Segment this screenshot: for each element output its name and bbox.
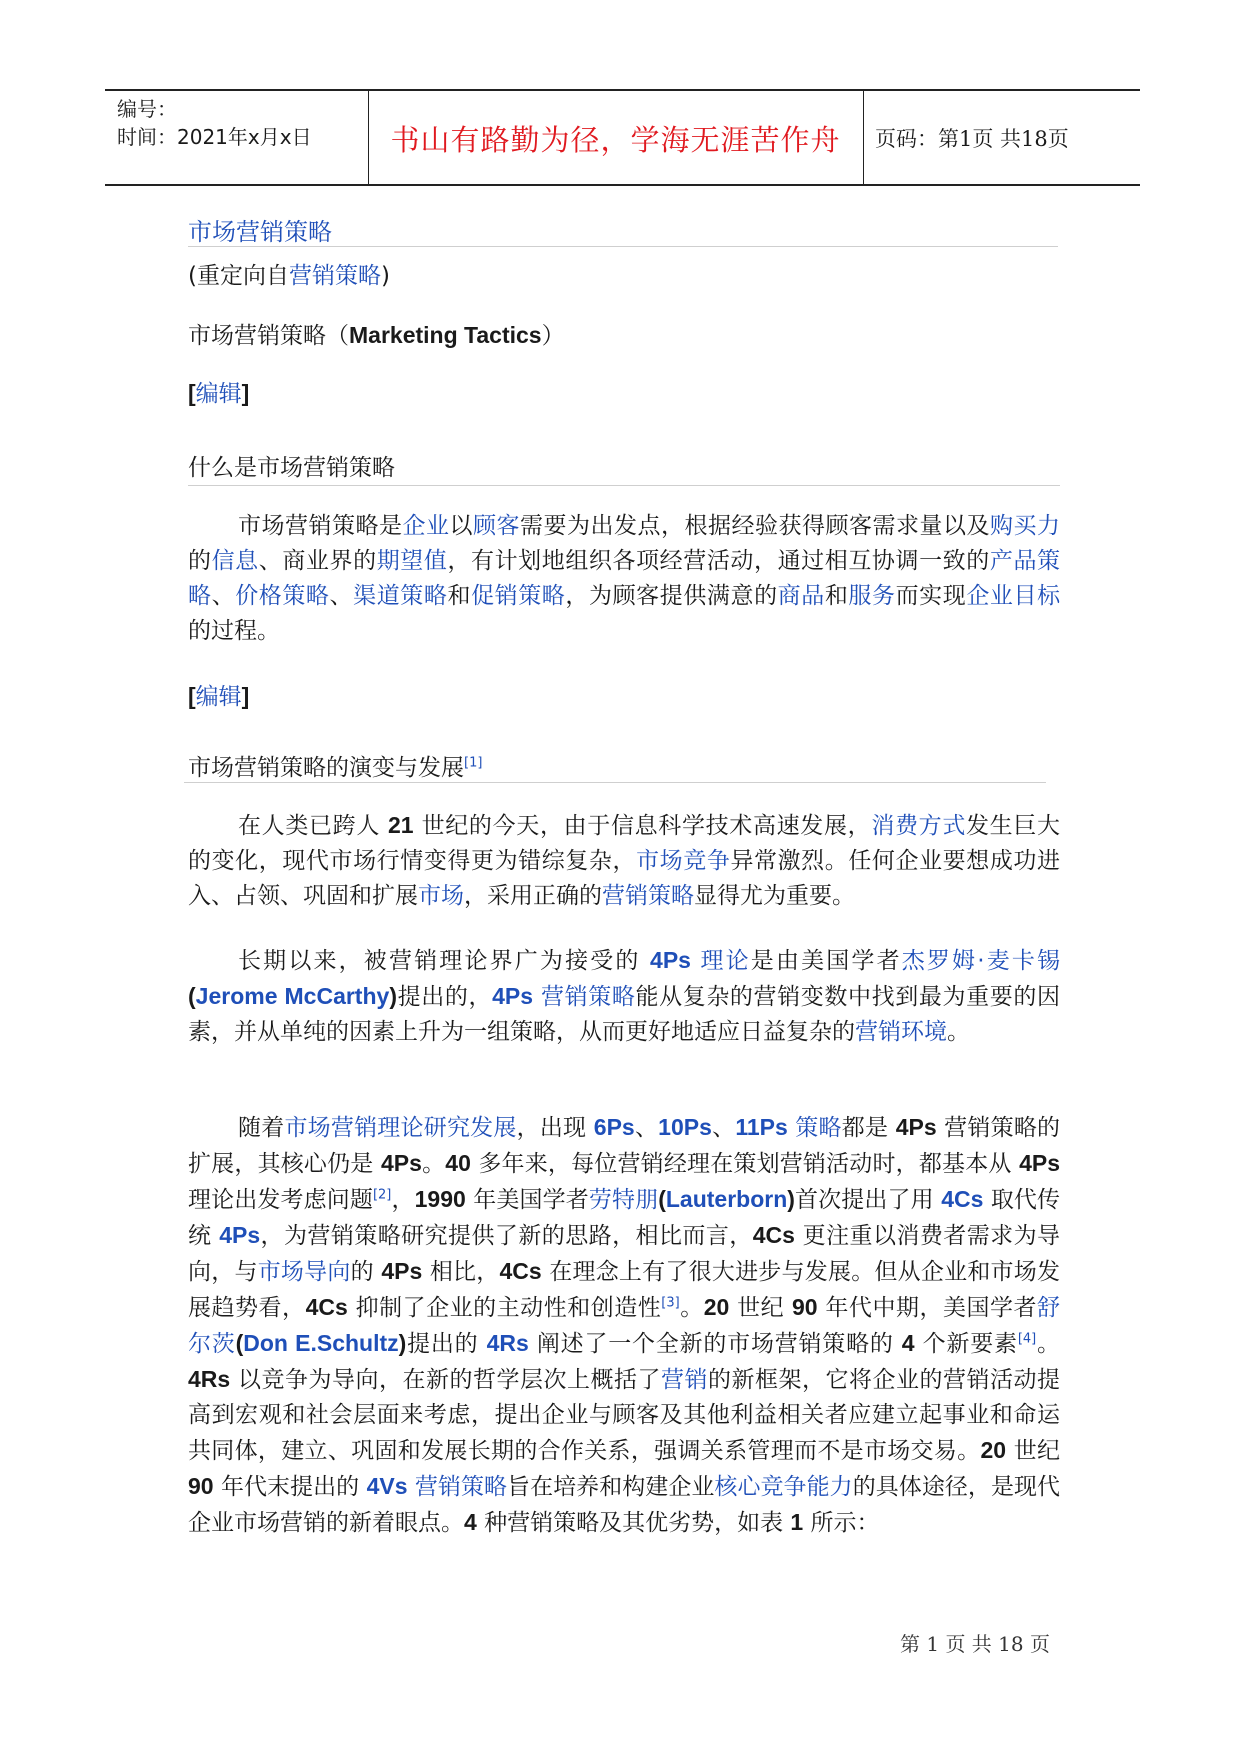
link-promotion-strategy[interactable]: 促销策略	[471, 583, 566, 609]
ref-2[interactable]: [2]	[372, 1187, 392, 1203]
link-market-competition[interactable]: 市场竞争	[636, 848, 731, 874]
section-heading-what-is: 什么是市场营销策略	[188, 455, 395, 481]
header-motto-cell	[368, 91, 864, 184]
paragraph-4ps: 长期以来，被营销理论界广为接受的 4Ps 理论是由美国学者杰罗姆·麦卡锡(Jerome McCarthy)提出的，4Ps 营销策略能从复杂的营销变数中找到最为重要的因素，并从单纯的因素上升为一组策略，从而更好地适应日益复杂的营销环境。	[188, 947, 1061, 1045]
link-customer[interactable]: 顾客	[473, 513, 520, 539]
doc-number: 编号：	[117, 97, 177, 121]
edit-link-2: [编辑]	[188, 683, 250, 710]
section-divider	[188, 485, 1060, 486]
article-title-link[interactable]: 市场营销策略	[188, 218, 332, 246]
link-channel-strategy[interactable]: 渠道策略	[353, 583, 448, 609]
header-motto: 书山有路勤为径，学海无涯苦作舟	[390, 123, 841, 157]
page-footer: 第 1 页 共 18 页	[900, 1632, 1050, 1656]
link-6ps[interactable]: 6Ps	[593, 1114, 635, 1140]
link-core-competence[interactable]: 核心竞争能力	[714, 1474, 853, 1500]
header-meta	[105, 91, 369, 184]
link-enterprise-goal[interactable]: 企业目标	[966, 583, 1061, 609]
link-jerome-mccarthy-en[interactable]: Jerome McCarthy	[195, 983, 390, 1009]
doc-time: 时间：2021年x月x日	[117, 125, 312, 149]
edit-button[interactable]: 编辑	[195, 381, 242, 407]
edit-link-1: [编辑]	[188, 380, 250, 407]
section-heading-evolution: 市场营销策略的演变与发展[1]	[188, 755, 483, 781]
header-page-number: 页码：第1页 共18页	[875, 127, 1069, 151]
paragraph-development: 随着市场营销理论研究发展，出现 6Ps、10Ps、11Ps 策略都是 4Ps 营销策略的扩展，其核心仍是 4Ps。40 多年来，每位营销经理在策划营销活动时，都基本从 4Ps 理论出发考虑问题[2]，1990 年美国学者劳特朋(Lauterborn)首次提出了用 4Cs 取代传统 4Ps，为营销策略研究提供了新的思路，相比而言，4Cs 更注重以消费者需求为导向，与市场导向的 4Ps 相比，4Cs 在理念上有了很大进步与发展。但从企业和市场发展趋势看，4Cs 抑制了企业的主动性和创造性[3]。20 世纪 90 年代中期，美国学者舒尔茨(Don E.Schultz)提出的 4Rs 阐述了一个全新的市场营销策略的 4 个新要素[4]。4Rs 以竞争为导向，在新的哲学层次上概括了营销的新框架，它将企业的营销活动提高到宏观和社会层面来考虑，提出企业与顾客及其他利益相关者应建立起事业和命运共同体，建立、巩固和发展长期的合作关系，强调关系管理而不是市场交易。20 世纪 90 年代末提出的 4Vs 营销策略旨在培养和构建企业核心竞争能力的具体途径，是现代企业市场营销的新着眼点。4 种营销策略及其优劣势，如表 1 所示：	[188, 1114, 1061, 1536]
link-11ps-strategy[interactable]: 11Ps 策略	[735, 1114, 842, 1141]
link-jerome-mccarthy[interactable]: 杰罗姆·麦卡锡	[901, 948, 1061, 974]
ref-3[interactable]: [3]	[661, 1295, 680, 1311]
link-4vs-strategy[interactable]: 4Vs 营销策略	[366, 1473, 508, 1500]
link-purchasing-power[interactable]: 购买力	[990, 513, 1060, 539]
link-schultz[interactable]: 舒尔茨	[188, 1295, 1061, 1357]
link-information[interactable]: 信息	[211, 548, 259, 574]
section-divider	[184, 782, 1046, 783]
link-4ps-strategy[interactable]: 4Ps 营销策略	[492, 983, 636, 1010]
article-title	[188, 212, 1060, 247]
link-goods[interactable]: 商品	[777, 583, 825, 609]
title-divider	[188, 246, 1058, 247]
link-10ps[interactable]: 10Ps	[658, 1114, 712, 1140]
link-product-strategy[interactable]: 产品策略	[188, 548, 1061, 609]
link-price-strategy[interactable]: 价格策略	[235, 583, 330, 609]
paragraph-definition: 市场营销策略是企业以顾客需要为出发点，根据经验获得顾客需求量以及购买力的信息、商业界的期望值，有计划地组织各项经营活动，通过相互协调一致的产品策略、价格策略、渠道策略和促销策略，为顾客提供满意的商品和服务而实现企业目标的过程。	[188, 513, 1061, 644]
link-marketing-strategy[interactable]: 营销策略	[602, 883, 694, 909]
link-4ps-theory[interactable]: 4Ps 理论	[650, 947, 751, 974]
page-header	[105, 89, 1140, 186]
link-marketing-environment[interactable]: 营销环境	[855, 1019, 947, 1045]
link-enterprise[interactable]: 企业	[402, 513, 450, 539]
header-page-cell	[863, 91, 1140, 184]
link-marketing-theory-research[interactable]: 市场营销理论研究发展	[284, 1115, 517, 1141]
link-4ps[interactable]: 4Ps	[219, 1222, 261, 1248]
paragraph-evolution-intro: 在人类已跨人 21 世纪的今天，由于信息科学技术高速发展，消费方式发生巨大的变化，现代市场行情变得更为错综复杂，市场竞争异常激烈。任何企业要想成功进入、占领、巩固和扩展市场，采用正确的营销策略显得尤为重要。	[188, 812, 1061, 909]
subtitle: 市场营销策略（Marketing Tactics）	[188, 322, 565, 349]
link-lauterborn-en[interactable]: Lauterborn	[665, 1186, 788, 1212]
link-4cs[interactable]: 4Cs	[941, 1186, 984, 1212]
link-4rs[interactable]: 4Rs	[486, 1330, 529, 1356]
link-marketing[interactable]: 营销	[661, 1367, 709, 1393]
redirect-link[interactable]: 营销策略	[288, 263, 381, 289]
link-lauterborn[interactable]: 劳特朋	[588, 1187, 659, 1213]
ref-4[interactable]: [4]	[1017, 1331, 1037, 1347]
redirect-note: (重定向自营销策略)	[188, 263, 390, 289]
link-service[interactable]: 服务	[848, 583, 896, 609]
edit-button[interactable]: 编辑	[195, 684, 242, 710]
link-consumption-mode[interactable]: 消费方式	[871, 813, 967, 839]
link-schultz-en[interactable]: Don E.Schultz	[243, 1330, 399, 1356]
link-expectation[interactable]: 期望值	[376, 548, 448, 574]
link-market[interactable]: 市场	[418, 883, 464, 909]
link-market-orientation[interactable]: 市场导向	[257, 1259, 351, 1285]
ref-1[interactable]: [1]	[464, 755, 483, 771]
